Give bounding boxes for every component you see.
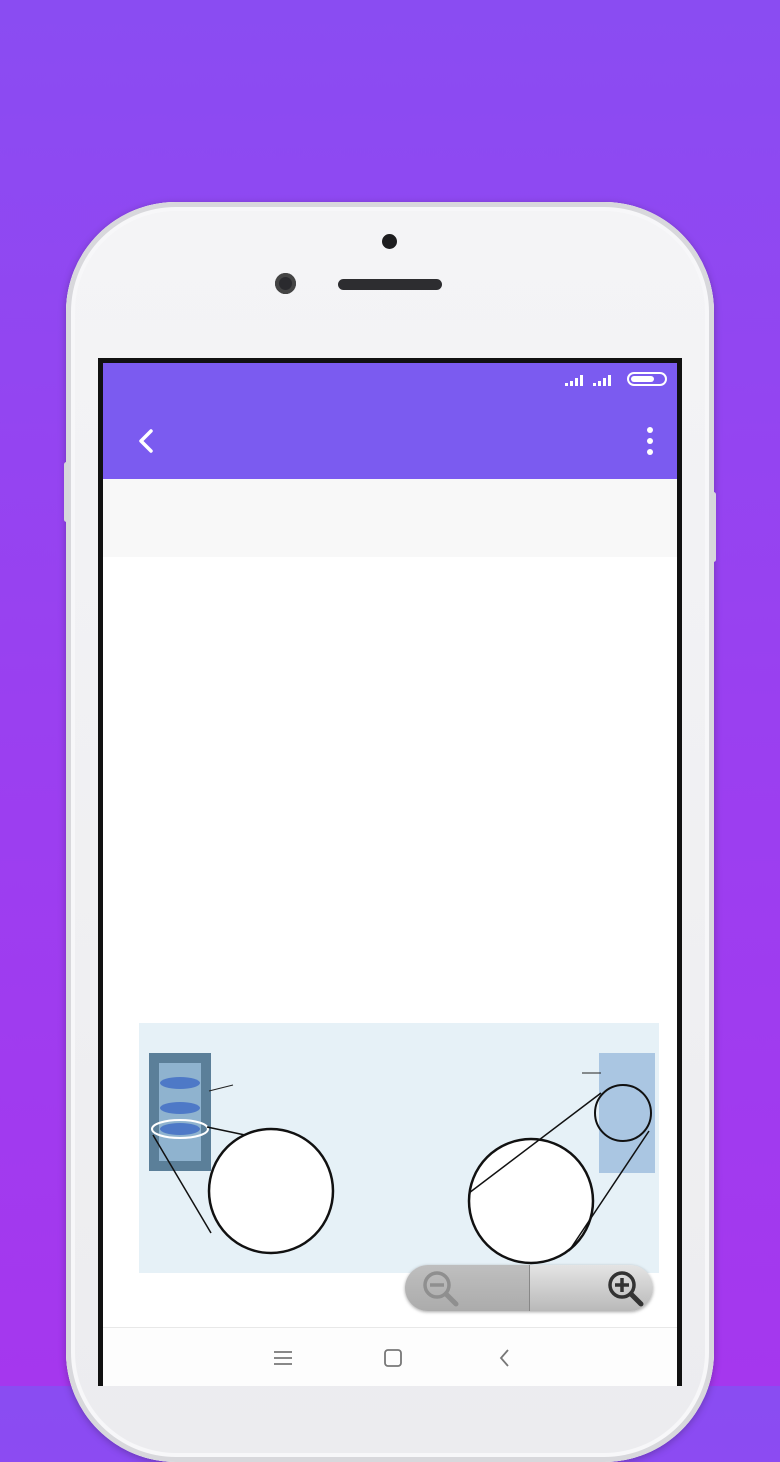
zoom-out-icon: [405, 1265, 529, 1311]
diagram-svg: [139, 1023, 659, 1273]
zoom-out-button[interactable]: [405, 1265, 529, 1311]
status-icons: [565, 372, 673, 386]
front-camera: [275, 273, 296, 294]
phone-side-button: [711, 492, 716, 562]
signal-icon: [593, 373, 615, 386]
nav-back-icon[interactable]: [493, 1346, 517, 1370]
micrometer-diagram: [139, 1023, 659, 1273]
stage-circle: [469, 1139, 593, 1263]
phone-sensor: [382, 234, 397, 249]
app-bar: [103, 363, 677, 479]
more-vertical-icon[interactable]: [645, 427, 655, 455]
eyepiece-illustration: [149, 1053, 211, 1171]
system-nav-bar: [103, 1327, 677, 1386]
app-screen: [103, 363, 677, 1386]
zoom-in-button[interactable]: [530, 1265, 653, 1311]
menu-icon[interactable]: [271, 1346, 295, 1370]
content-top-band: [103, 479, 677, 557]
square-icon[interactable]: [381, 1346, 405, 1370]
battery-icon: [627, 372, 667, 386]
chevron-left-icon[interactable]: [133, 427, 161, 455]
reticle-circle: [209, 1129, 333, 1253]
phone-screen: [98, 358, 682, 1386]
slide-illustration: [599, 1053, 655, 1173]
zoom-controls: [405, 1265, 653, 1311]
signal-icon: [565, 373, 587, 386]
earpiece-speaker: [338, 279, 442, 290]
zoom-in-icon: [530, 1265, 653, 1311]
phone-side-button: [64, 462, 69, 522]
